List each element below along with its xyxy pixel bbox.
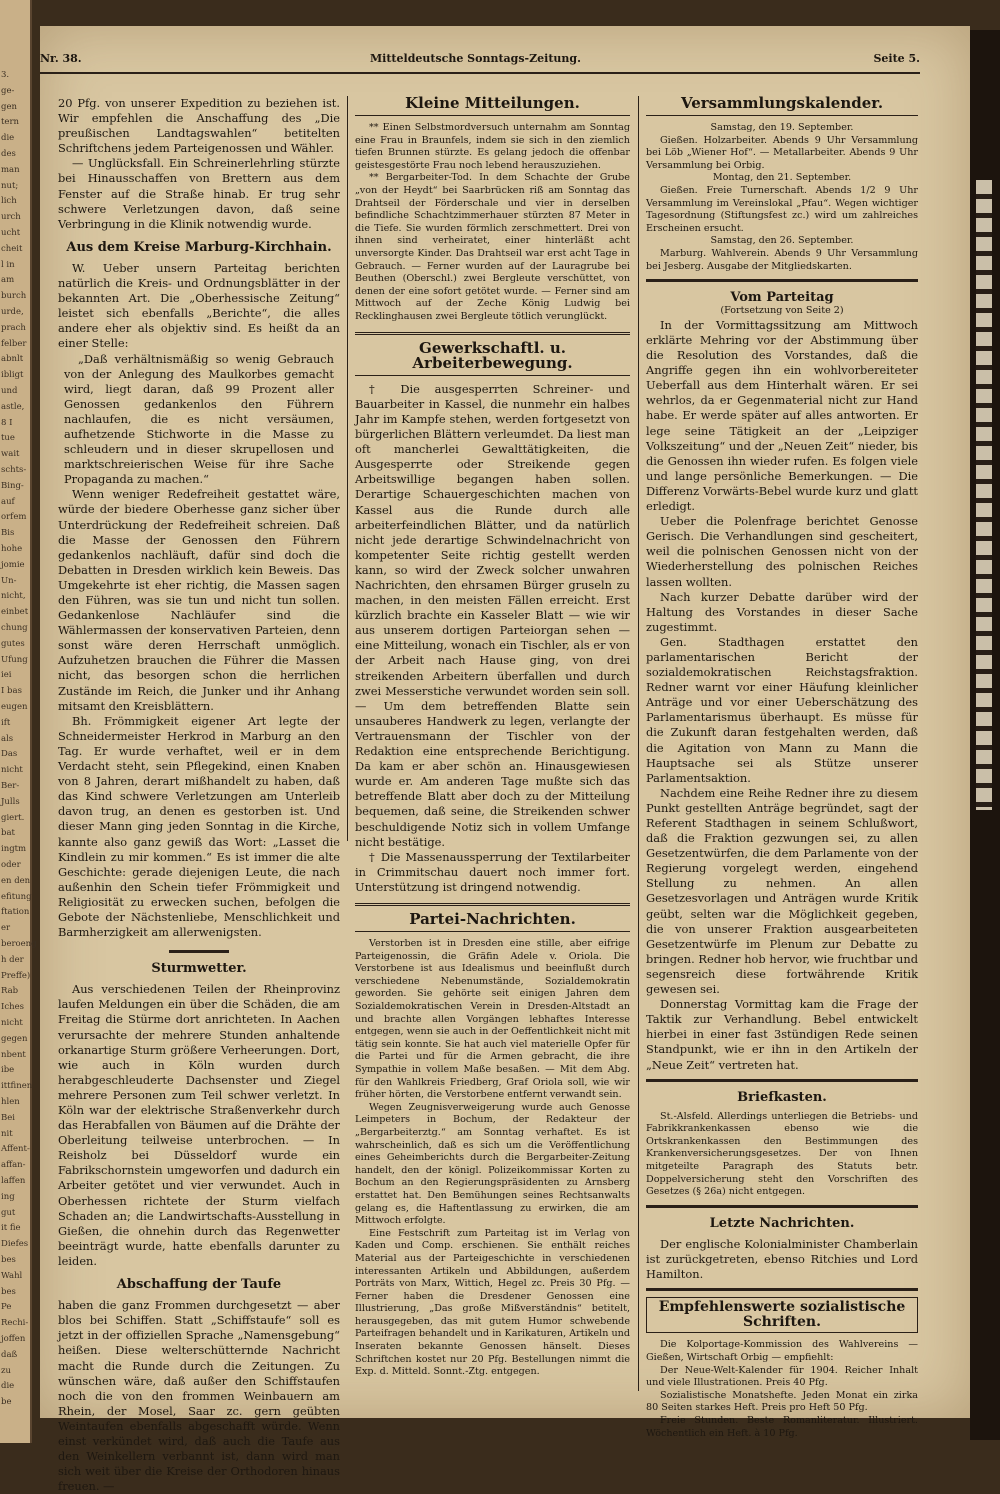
adjacent-page-fragment: am bbox=[1, 275, 15, 286]
adjacent-page-fragment: Julls bbox=[1, 796, 20, 807]
adjacent-page-fragment: tern bbox=[1, 117, 19, 128]
book-edge bbox=[970, 30, 1000, 1440]
article-text: 20 Pfg. von unserer Expedition zu beziehen ist. Wir empfehlen die Anschaffung des „Die preußischen Landtagswahlen“ betitelten Schriftchens jedem Parteigenossen und Wähler. bbox=[58, 96, 340, 156]
adjacent-page-fragment: ittfinen bbox=[1, 1081, 33, 1092]
adjacent-page-fragment: eugen bbox=[1, 702, 28, 712]
adjacent-page-fragment: en den bbox=[1, 875, 31, 886]
article-schlusswort: Nachdem eine Reihe Redner ihre zu diesem Punkt gestellten Anträge begründet, sagt der Referent Stadthagen in seinem Schlußwort, daß die Fraktion gezwungen sei, zu allen Gesetzentwürfen, die dem Parlamente von der Regierung vorgelegt werden, eingehend Stellung zu nehmen. An allen Gesetzesvorlagen und Anträgen wurde Kritik geübt, selten war die Möglichkeit gegeben, die von unserer Fraktion ausgearbeiteten Gesetzentwürfe im Plenum zur Debatte zu bringen. Redner hob hervor, wie fruchtbar und segensreich diese fortwährende Kritik gewesen sei. bbox=[646, 785, 918, 997]
adjacent-page-fragment: nut; bbox=[1, 180, 19, 191]
adjacent-page-fragment: giert. bbox=[1, 812, 25, 823]
adjacent-page-fragment: burch bbox=[1, 291, 27, 302]
adjacent-page-fragment: jomie bbox=[1, 559, 25, 570]
article-redefreiheit: Wenn weniger Redefreiheit gestattet wäre, würde der biedere Oberhesse ganz sicher über Unterdrückung der Redefreiheit schreien. Daß die Masse der Genossen den Führern gedankenlos nachläuft, dafür sind doch die Debatten in Dresden wirklich kein Beweis. Das Umgekehrte ist eher richtig, die Massen sagen den Führen, was sie tun und nicht tun sollen. Gedankenlose Nachläufer sind die Wählermassen der konservativen Parteien, denn sonst wäre deren Herrschaft unmöglich. Aufzuhetzen brauchen die Führer die Massen nicht, das besorgen schon die herrlichen Zustände im Reich, die Junker und ihr Anhang mitsamt den Kreisblättern. bbox=[58, 487, 340, 713]
column-2 bbox=[355, 96, 630, 1379]
divider bbox=[169, 950, 229, 953]
adjacent-page-fragment: die bbox=[1, 133, 15, 144]
adjacent-page-fragment: auf bbox=[1, 496, 15, 507]
adjacent-page-fragment: tue bbox=[1, 433, 15, 444]
adjacent-page-fragment: zu bbox=[1, 1365, 11, 1376]
column-3 bbox=[646, 96, 918, 1440]
adjacent-page-fragment: nbent bbox=[1, 1049, 26, 1060]
adjacent-page-fragment: affan- bbox=[1, 1160, 26, 1171]
letter-reply: St.-Alsfeld. Allerdings unterliegen die Betriebs- und Fabrikkrankenkassen ebenso wie die Ortskrankenkassen den Bestimmungen des Krankenversicherungsgesetzes. Der von Ihnen mitgeteilte Paragraph des Statuts betr. Doppelversicherung steht den Vorschriften des Gesetzes (§ 26a) nicht entgegen. bbox=[646, 1110, 918, 1198]
section-heading-taufe: Abschaffung der Taufe bbox=[116, 1277, 282, 1293]
article-unglucksfall: — Unglücksfall. Ein Schreinerlehrling stürzte bei Hinausschaffen von Brettern aus dem Fenster auf die Straße hinab. Er trug sehr schwere Verletzungen davon, daß seine Verbringung in die Klinik notwendig wurde. bbox=[58, 156, 340, 231]
adjacent-page-fragment: 3. bbox=[1, 70, 10, 80]
section-heading-kleine: Kleine Mitteilungen. bbox=[355, 96, 630, 116]
adjacent-page-fragment: gen bbox=[1, 101, 17, 112]
adjacent-page-fragment: wait bbox=[1, 449, 20, 460]
section-heading-partei: Partei-Nachrichten. bbox=[355, 912, 630, 932]
adjacent-page-fragment: bat bbox=[1, 828, 15, 839]
article-parteitag: W. Ueber unsern Parteitag berichten natürlich die Kreis- und Ordnungsblätter in der bekannten Art. Die „Oberhessische Zeitung“ leistet sich ebenfalls „Berichte“, die alles andere eher als objektiv sind. Es heißt da an einer Stelle: bbox=[58, 260, 340, 351]
adjacent-page-fragment: bes bbox=[1, 1286, 16, 1297]
adjacent-page-fragment: die bbox=[1, 1381, 15, 1392]
adjacent-page-fragment: Das bbox=[1, 749, 18, 760]
adjacent-page-fragment: l in bbox=[1, 259, 15, 270]
adjacent-page-fragment: I bas bbox=[1, 686, 22, 697]
adjacent-page-fragment: gegen bbox=[1, 1033, 28, 1044]
adjacent-page-fragment: joffen bbox=[1, 1334, 26, 1344]
adjacent-page-fragment: nicht bbox=[1, 765, 23, 776]
article-mehring: In der Vormittagssitzung am Mittwoch erklärte Mehring vor der Abstimmung über die Resolution des Vorstandes, daß die Angriffe gegen ihn ein wohlvorbereiteter Ueberfall aus dem Hinterhalt wären. Er sei wehrlos, da er Gegenmaterial nicht zur Hand habe. Er werde später auf alles antworten. Er lege seine Tätigkeit an der „Leipziger Volkszeitung“ und der „Neuen Zeit“ nieder, bis die Genossen ihn wieder rufen. Es folgen viele und lange persönliche Bemerkungen. — Die Differenz Vorwärts-Bebel wurde kurz und glatt erledigt. bbox=[646, 317, 918, 514]
adjacent-page-fragment: ucht bbox=[1, 228, 21, 238]
adjacent-page-fragment: nicht bbox=[1, 1018, 23, 1028]
adjacent-page-fragment: efitung bbox=[1, 891, 32, 902]
adjacent-page-fragment: schts- bbox=[1, 465, 27, 475]
adjacent-page-fragment: ingtm bbox=[1, 844, 27, 855]
recommend-monatshefte: Sozialistische Monatshefte. Jeden Monat ein zirka 80 Seiten starkes Heft. Preis pro Heft 50 Pfg. bbox=[646, 1389, 918, 1414]
adjacent-page-fragment: 8 I bbox=[1, 417, 13, 428]
divider bbox=[646, 279, 918, 282]
adjacent-page-fragment: des bbox=[1, 149, 16, 159]
divider bbox=[355, 332, 630, 335]
adjacent-page-fragment: Rab bbox=[1, 986, 19, 997]
adjacent-page-fragment: iei bbox=[1, 670, 12, 681]
issue-number: Nr. 38. bbox=[40, 52, 82, 65]
adjacent-page-fragment: beroeng bbox=[1, 939, 37, 949]
newspaper-title: Mitteldeutsche Sonntags-Zeitung. bbox=[370, 52, 581, 65]
adjacent-page-fragment: hlen bbox=[1, 1097, 20, 1107]
adjacent-page-fragment: ftation bbox=[1, 907, 30, 918]
news-item-bergarbeiter: ** Bergarbeiter-Tod. In dem Schachte der Grube „von der Heydt“ bei Saarbrücken riß am Sonntag das Drahtseil der Förderschale und vier in derselben befindliche Schachtzimmerhauer stürzten 87 Meter in die Tiefe. Sie wurden förmlich zerschmettert. Drei von ihnen sind verheiratet, einer hinterläßt acht unversorgte Kinder. Das Drahtseil war erst acht Tage in Gebrauch. — Ferner wurden auf der Lauragrube bei Beuthen (Oberschl.) zwei Bergleute verschüttet, von denen der eine sofort getötet wurde. — Ferner sind am Mittwoch auf der Zeche König Ludwig bei Recklinghausen zwei Bergleute tötlich verunglückt. bbox=[355, 172, 630, 322]
adjacent-page-fragment: it fie bbox=[1, 1223, 21, 1234]
adjacent-page-fragment: Bis bbox=[1, 528, 15, 539]
bookmark-strip bbox=[976, 180, 992, 810]
divider bbox=[355, 903, 630, 906]
section-heading-empfehlenswert: Empfehlenswerte sozialistische Schriften. bbox=[646, 1297, 918, 1333]
adjacent-page-fragment: ift bbox=[1, 717, 11, 728]
adjacent-page-fragment: Ber- bbox=[1, 781, 20, 791]
divider bbox=[646, 1288, 918, 1291]
column-1 bbox=[58, 96, 340, 1494]
adjacent-page-fragment: nicht, bbox=[1, 591, 26, 602]
article-festschrift: Eine Festschrift zum Parteitag ist im Verlag von Kaden und Comp. erschienen. Sie enthält reiches Material aus der Parteigeschichte in verschiedenen interessanten Artikeln und Abbildungen, außerdem Porträts von Marx, Wittich, Hegel zc. Preis 30 Pfg. — Ferner haben die Dresdener Genossen eine Illustrierung, „Das große Mißverständnis“ betitelt, herausgegeben, das mit gutem Humor schwebende Parteifragen behandelt und in Karikaturen, Artikeln und Inseraten bekannte Genossen hänselt. Dieses Schriftchen kostet nur 20 Pfg. Bestellungen nimmt die Exp. d. Mitteld. Sonnt.-Ztg. entgegen. bbox=[355, 1227, 630, 1378]
adjacent-page-fragment: Diefes bbox=[1, 1239, 29, 1250]
section-heading-briefkasten: Briefkasten. bbox=[737, 1089, 827, 1105]
article-crimmitschau: † Die Massenaussperrung der Textilarbeiter in Crimmitschau dauert noch immer fort. Unterstützung ist dringend notwendig. bbox=[355, 849, 630, 894]
adjacent-page-fragment: und bbox=[1, 386, 18, 396]
quote-block: „Daß verhältnismäßig so wenig Gebrauch von der Anlegung des Maulkorbes gemacht wird, liegt daran, daß 99 Prozent aller Genossen gedankenlos den Führern nachlaufen, die es nicht versäumen, aufhetzende Stichworte in die Masse zu schleudern und in dieser skrupellosen und marktschreierischen Weise für ihre Sache Propaganda zu machen.“ bbox=[64, 351, 334, 487]
adjacent-page-fragment: Ufung bbox=[1, 654, 28, 665]
adjacent-page-fragment: felber bbox=[1, 338, 27, 349]
page-number: Seite 5. bbox=[873, 52, 920, 65]
adjacent-page-fragment: Wahl bbox=[1, 1270, 23, 1281]
adjacent-page-fragment: Preffe) bbox=[1, 970, 31, 981]
article-debatte: Nach kurzer Debatte darüber wird der Haltung des Vorstandes in dieser Sache zugestimmt. bbox=[646, 589, 918, 634]
section-heading-versammlung: Versammlungskalender. bbox=[646, 96, 918, 116]
adjacent-page-fragment: chung bbox=[1, 623, 28, 633]
adjacent-page-fragment: ibligt bbox=[1, 370, 24, 381]
divider bbox=[646, 1079, 918, 1082]
article-stadthagen: Gen. Stadthagen erstattet den parlamentarischen Bericht der sozialdemokratischen Reichstagsfraktion. Redner warnt vor einer Häufung kleinlicher Anträge und vor einer Ueberschätzung des Parlamentarismus überhaupt. Es müsse für die Zukunft daran festgehalten werden, daß die Agitation von Mann zu Mann die Hauptsache sei als Stütze unserer Parlamentsaktion. bbox=[646, 634, 918, 785]
article-verstorben: Verstorben ist in Dresden eine stille, aber eifrige Parteigenossin, die Gräfin Adele v. Oriola. Die Verstorbene ist aus Idealismus und beeinflußt durch verschiedene Nebenumstände, Sozialdemokratin geworden. Sie gehörte seit einigen Jahren dem Sozialdemokratischen Verein in Dresden-Altstadt an und brachte allen Vorgängen lebhaftes Interesse entgegen, wenn sie auch in der Oeffentlichkeit nicht mit tätig sein konnte. Sie hat auch viel materielle Opfer für die Partei und für die Armen gebracht, die ihre Sympathie in vollem Maße besaßen. — Mit dem Abg. für den Wahlkreis Friedberg, Graf Oriola soll, wie wir früher hörten, die Verstorbene entfernt verwandt sein. bbox=[355, 938, 630, 1101]
adjacent-page-fragment: Bei bbox=[1, 1112, 15, 1123]
date-line: Montag, den 21. September. bbox=[712, 172, 852, 184]
adjacent-page-fragment: daß bbox=[1, 1349, 18, 1360]
adjacent-page-fragment: Affent- bbox=[1, 1144, 30, 1155]
news-item-selbstmord: ** Einen Selbstmordversuch unternahm am Sonntag eine Frau in Braunfels, indem sie sich in den ziemlich tiefen Brunnen stürzte. Es gelang jedoch die offenbar geistesgestörte Frau noch lebend herauszuziehen. bbox=[355, 122, 630, 171]
adjacent-page-fragment: Pe bbox=[1, 1302, 12, 1313]
recommend-kalender: Der Neue-Welt-Kalender für 1904. Reicher Inhalt und viele Illustrationen. Preis 40 Pfg. bbox=[646, 1364, 918, 1389]
column-rule-2 bbox=[638, 96, 639, 1391]
adjacent-page-fragment: laffen bbox=[1, 1176, 26, 1186]
adjacent-page-fragment: oder bbox=[1, 860, 21, 870]
adjacent-page-fragment: man bbox=[1, 164, 20, 175]
column-rule-1 bbox=[347, 96, 348, 841]
divider bbox=[646, 1205, 918, 1208]
section-heading-vom-parteitag: Vom Parteitag bbox=[730, 290, 834, 306]
date-line: Samstag, den 26. September. bbox=[710, 235, 854, 247]
adjacent-page-fragment: prach bbox=[1, 322, 26, 333]
adjacent-page-fragment: abnlt bbox=[1, 354, 24, 365]
date-line: Samstag, den 19. September. bbox=[710, 122, 854, 134]
adjacent-page-fragment: nit bbox=[1, 1128, 13, 1139]
adjacent-page-fragment: gutes bbox=[1, 638, 25, 649]
adjacent-page-fragment: Rechi- bbox=[1, 1318, 29, 1329]
header-rule bbox=[40, 72, 920, 74]
adjacent-page-fragment: ing bbox=[1, 1191, 15, 1202]
adjacent-page-fragment: Bing- bbox=[1, 480, 24, 491]
adjacent-page-fragment: astle, bbox=[1, 401, 25, 412]
recommend-freie-stunden: Freie Stunden. Beste Romanliteratur. Illustriert. Wöchentlich ein Heft. à 10 Pfg. bbox=[646, 1414, 918, 1439]
article-frommigkeit: Bh. Frömmigkeit eigener Art legte der Schneidermeister Herkrod in Marburg an den Tag. Er wurde verhaftet, weil er in dem Verdacht steht, sein Pflegekind, einen Knaben von 8 Jahren, derart mißhandelt zu haben, daß das Kind schwere Verletzungen am Unterleib davon trug, an denen es gestorben ist. Und dieser Mann ging jeden Sonntag in die Kirche, kannte also ganz gewiß das Wort: „Lasset die Kindlein zu mir kommen.“ Es ist immer die alte Geschichte: gerade diejenigen Leute, die nach außenhin den Schein tiefer Frömmigkeit und Religiosität zu erwecken suchen, befolgen die Gebote der Nächstenliebe, Menschlichkeit und Barmherzigkeit am allerwenigsten. bbox=[58, 713, 340, 940]
adjacent-page-fragment: orfem bbox=[1, 512, 27, 523]
section-heading-marburg: Aus dem Kreise Marburg-Kirchhain. bbox=[66, 239, 332, 255]
adjacent-page-fragment: lich bbox=[1, 196, 17, 207]
article-zeugnis: Wegen Zeugnisverweigerung wurde auch Genosse Leimpeters in Bochum, der Redakteur der „Bergarbeiterztg.“ am Sonntag verhaftet. Es ist wahrscheinlich, daß es sich um die Veröffentlichung eines Geheimberichts durch die Bergarbeiter-Zeitung handelt, den der königl. Polizeikommissar Korten zu Bochum an den Regierungspräsidenten zu Arnsberg erstattet hat. Den Bemühungen seines Rechtsanwalts gelang es, die Haftentlassung zu erwirken, die am Mittwoch erfolgte. bbox=[355, 1101, 630, 1227]
adjacent-page-fragment: gut bbox=[1, 1207, 16, 1218]
article-polenfrage: Ueber die Polenfrage berichtet Genosse Gerisch. Die Verhandlungen sind gescheitert, weil die polnischen Genossen nicht von der Wiederherstellung des polnischen Reiches lassen wollten. bbox=[646, 514, 918, 589]
adjacent-page-strip bbox=[0, 0, 37, 1443]
article-taufe: haben die ganz Frommen durchgesetzt — aber blos bei Schiffen. Statt „Schiffstaufe“ soll es jetzt in der offiziellen Sprache „Namensgebung“ heißen. Diese welterschütternde Nachricht macht die Runde durch die Zeitungen. Zu wünschen wäre, daß außer den Schiffstaufen noch die von den frommen Weinbauern am Rhein, der Mosel, Saar zc. gern geübten Weintaufen ebenfalls abgeschafft würde. Wenn einst verkündet wird, daß auch die Taufe aus den Weinkellern verbannt ist, dann wird man sich weit über die Kreise der Orthodoren hinaus freuen. — bbox=[58, 1298, 340, 1494]
page-header bbox=[40, 50, 920, 72]
adjacent-page-fragment: als bbox=[1, 733, 14, 744]
section-heading-letzte: Letzte Nachrichten. bbox=[709, 1215, 855, 1231]
adjacent-page-fragment: cheit bbox=[1, 243, 23, 254]
adjacent-page-fragment: er bbox=[1, 923, 11, 934]
recommend-intro: Die Kolportage-Kommission des Wahlvereins — Gießen, Wirtschaft Orbig — empfiehlt: bbox=[646, 1339, 918, 1363]
event-giessen-2: Gießen. Freie Turnerschaft. Abends 1/2 9 Uhr Versammlung im Vereinslokal „Pfau“. Wegen wichtiger Tagesordnung (Stiftungsfest zc.) wird um zahlreiches Erscheinen ersucht. bbox=[646, 185, 918, 234]
event-giessen-1: Gießen. Holzarbeiter. Abends 9 Uhr Versammlung bei Löb „Wiener Hof“. — Metallarbeiter. Abends 9 Uhr Versammlung bei Orbig. bbox=[646, 134, 918, 171]
article-sturmwetter: Aus verschiedenen Teilen der Rheinprovinz laufen Meldungen ein über die Schäden, die am Freitag die Stürme dort anrichteten. In Aachen verursachte der mehrere Stunden anhaltende orkanartige Sturm größere Verheerungen. Dort, wie auch in Köln wurden durch herabgeschleuderte Dachsenster und Ziegel mehrere Personen zum Teil schwer verletzt. In Köln war der elektrische Straßenverkehr durch das Herabfallen von Bäumen auf die Drähte der Oberleitung teilweise unterbrochen. — In Reisholz bei Düsseldorf wurde ein Fabrikschornstein umgeworfen und dadurch ein Arbeiter getötet und vier verwundet. Auch in Oberhessen richtete der Sturm vielfach Schaden an; die Landwirtschafts-Ausstellung in Gießen, die ohnehin durch das Regenwetter beeinträgt wurde, hatte ebenfalls darunter zu leiden. bbox=[58, 982, 340, 1268]
adjacent-page-fragment: hohe bbox=[1, 544, 23, 554]
adjacent-page-fragment: einbet bbox=[1, 607, 29, 618]
adjacent-page-fragment: ibe bbox=[1, 1065, 15, 1076]
adjacent-page-fragment: urch bbox=[1, 212, 21, 223]
adjacent-page-fragment: h der bbox=[1, 954, 24, 965]
adjacent-page-fragment: urde, bbox=[1, 307, 24, 317]
event-marburg: Marburg. Wahlverein. Abends 9 Uhr Versammlung bei Jesberg. Ausgabe der Mitgliedskarten. bbox=[646, 248, 918, 272]
subtitle: (Fortsetzung von Seite 2) bbox=[720, 305, 844, 317]
section-heading-sturmwetter: Sturmwetter. bbox=[151, 961, 247, 977]
section-heading-gewerkschaft: Gewerkschaftl. u. Arbeiterbewegung. bbox=[355, 341, 630, 376]
adjacent-page-fragment: Un- bbox=[1, 575, 17, 586]
adjacent-page-fragment: be bbox=[1, 1397, 12, 1408]
adjacent-page-fragment: ge- bbox=[1, 85, 15, 96]
adjacent-page-fragment: Iches bbox=[1, 1002, 24, 1013]
article-kassel: † Die ausgesperrten Schreiner- und Bauarbeiter in Kassel, die nunmehr ein halbes Jahr im Kampfe stehen, werden fortgesetzt von bürgerlichen Blättern verleumdet. Da liest man oft mancherlei Gewalttätigkeiten, die Ausgesperrte oder Streikende gegen Arbeitswillige begangen haben sollen. Derartige Schauergeschichten machen von Kassel aus die Runde durch alle arbeiterfeindlichen Blätter, und da natürlich nicht jede derartige Schwindelnachricht von kompetenter Seite richtig gestellt werden kann, so wird der Zweck solcher unwahren Nachrichten, den ehrsamen Bürger gruseln zu machen, in den meisten Fällen erreicht. Erst kürzlich brachte ein Kasseler Blatt — wie wir aus unserem dortigen Parteiorgan sehen — eine Mitteilung, wonach ein Tischler, als er von der Arbeit nach Hause ging, von drei streikenden Arbeitern überfallen und durch zwei Messerstiche verwundet worden sein soll. — Um dem betreffenden Blatte sein unsauberes Handwerk zu legen, verlangte der Vertrauensmann der Tischler von der Redaktion eine entsprechende Berichtigung. Da kam er aber schön an. Hinausgewiesen wurde er. Am anderen Tage mußte sich das betreffende Blatt aber doch zu der Mitteilung bequemen, daß seine, die Streikenden schwer beschuldigende Notiz sich in vollem Umfange nicht bestätige. bbox=[355, 381, 630, 849]
article-taktik: Donnerstag Vormittag kam die Frage der Taktik zur Verhandlung. Bebel entwickelt hierbei in einer fast 3stündigen Rede seinen Standpunkt, wie er ihn in den Artikeln der „Neue Zeit“ vertreten hat. bbox=[646, 997, 918, 1072]
adjacent-page-fragment: bes bbox=[1, 1255, 16, 1265]
news-chamberlain: Der englische Kolonialminister Chamberlain ist zurückgetreten, ebenso Ritchies und Lord Hamilton. bbox=[646, 1236, 918, 1282]
